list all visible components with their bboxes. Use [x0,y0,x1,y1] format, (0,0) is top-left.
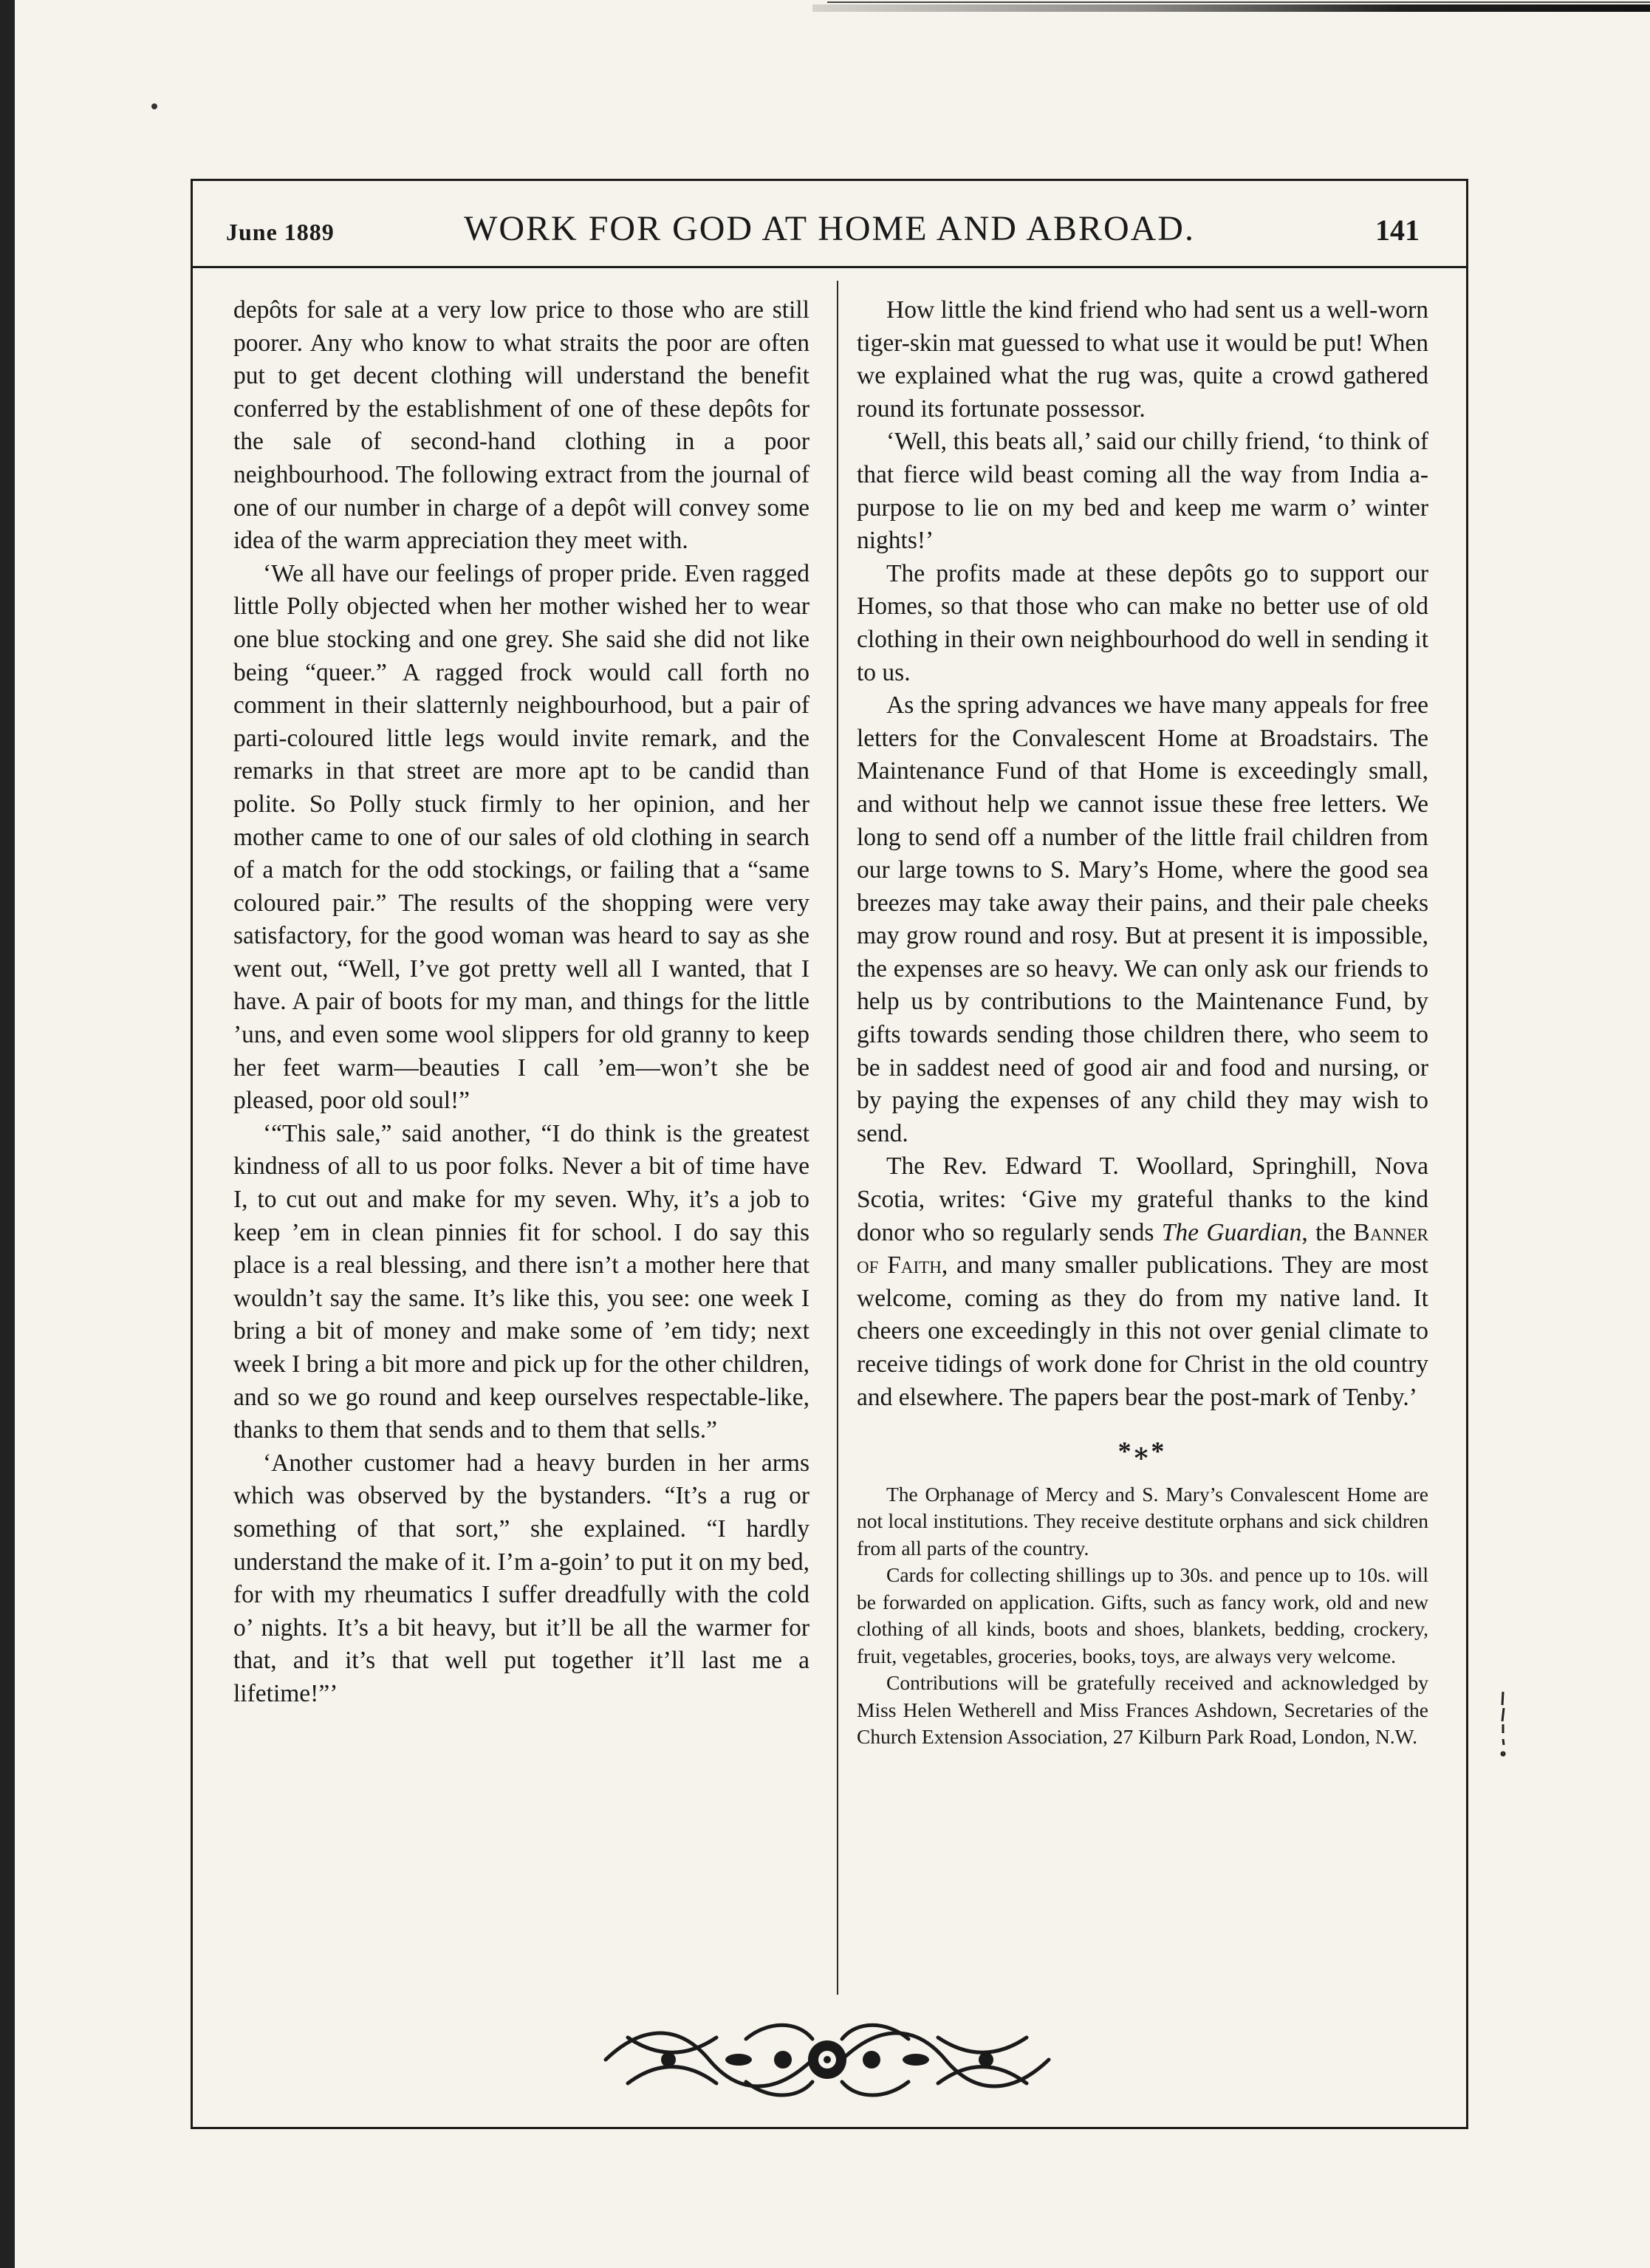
notice-box [857,1481,1428,1751]
paragraph: As the spring advances we have many appeals for free letters for the Convalescent Home at Broadstairs. The Maintenance Fund of that Home is exceedingly small, and without help we cannot issue these free letters. We long to send off a number of the little frail children from our large towns to S. Mary’s Home, where the good sea breezes may take away their pains, and their pale cheeks may grow round and rosy. But at present it is impossible, the expenses are so heavy. We can only ask our friends to help us by contributions to the Maintenance Fund, by gifts towards sending those children there, who seem to be in saddest need of good air and food and nursing, or by paying the expenses of any child they may wish to send. [857,691,1428,1147]
header-rule [191,266,1468,268]
text-run: The Rev. Edward T. Woollard, Springhill, Nova Scotia, writes: ‘Give my grateful thanks to the kind donor who so regularly sends [857,1152,1428,1246]
left-column [233,294,809,1711]
paragraph: ‘“This sale,” said another, “I do think is the greatest kindness of all to us poor folks. Never a bit of time have I, to cut out and make for my seven. Why, it’s a job to keep ’em in clean pinnies fit for school. I do say this place is a real blessing, and there isn’t a mother here that wouldn’t say the same. It’s like this, you see: one week I bring a bit of money and make some of ’em tidy; next week I bring a bit more and pick up for the other children, and so we go round and keep ourselves respectable-like, thanks to them that sends and to them that sells.” [233,1119,809,1444]
text-run: , and many smaller publications. They are most welcome, coming as they do from my native land. It cheers one exceedingly in this not over genial climate to receive tidings of work done for Christ in the old country and elsewhere. The papers bear the post-mark of Tenby.’ [857,1251,1428,1411]
column-divider [837,281,838,1995]
paragraph: ‘Well, this beats all,’ said our chilly friend, ‘to think of that fierce wild beast coming all the way from India a-purpose to lie on my bed and keep me warm o’ winter nights!’ [857,428,1428,555]
publication-title: The Guardian [1161,1218,1302,1246]
publication-title: Banner of Faith [857,1218,1428,1280]
paragraph: The profits made at these depôts go to support our Homes, so that those who can make no better use of old clothing in their own neighbourhood do well in sending it to us. [857,559,1428,686]
right-column [857,294,1428,1751]
paragraph: ‘Another customer had a heavy burden in her arms which was observed by the bystanders. “It’s a rug or something of that sort,” she explained. “I hardly understand the make of it. I’m a-goin’ to put it on my bed, for with my rheumatics I suffer dreadfully with the cold o’ nights. It’s a bit heavy, but it’ll be all the warmer for that, and it’s that well put together it’ll last me a lifetime!”’ [233,1449,809,1707]
scan-top-rule [827,1,1650,3]
paragraph [857,1150,1428,1414]
asterism: *⁎* [1117,1436,1168,1466]
text-run: , the [1301,1218,1354,1246]
issue-date: June 1889 [226,219,335,245]
page-number: 141 [1375,214,1420,247]
periodical-title: WORK FOR GOD AT HOME AND ABROAD. [464,209,1195,248]
paragraph: depôts for sale at a very low price to those who are still poorer. Any who know to what straits the poor are often put to get decent clothing will understand the benefit conferred by the establishment of one of these depôts for the sale of second-hand clothing in a poor neighbourhood. The following extract from the journal of one of our number in charge of a depôt will convey some idea of the warm appreciation they meet with. [233,296,809,555]
floral-tailpiece-icon [598,2017,1056,2102]
notice-paragraph: The Orphanage of Mercy and S. Mary’s Convalescent Home are not local institutions. They receive destitute orphans and sick children from all parts of the country. [857,1482,1428,1560]
scan-speck [151,103,157,109]
running-header [191,208,1468,253]
margin-mark [1498,1690,1508,1764]
scan-top-smudge [812,4,1650,12]
scan-edge-bar [0,0,15,2268]
paragraph: ‘We all have our feelings of proper pride. Even ragged little Polly objected when her mother wished her to wear one blue stocking and one grey. She said she did not like being “queer.” A ragged frock would call forth no comment in their slatternly neighbourhood, but a pair of parti-coloured little legs would invite remark, and the remarks in that street are more apt to be candid than polite. So Polly stuck firmly to her opinion, and her mother came to one of our sales of old clothing in search of a match for the odd stockings, or failing that a “same coloured pair.” The results of the shopping were very satisfactory, for the good woman was heard to say as she went out, “Well, I’ve got pretty well all I wanted, that I have. A pair of boots for my man, and things for the little ’uns, and even some wool slippers for old granny to keep her feet warm—beauties I call ’em—won’t she be pleased, poor old soul!” [233,559,809,1115]
notice-paragraph: Contributions will be gratefully received and acknowledged by Miss Helen Wetherell and Miss Frances Ashdown, Secretaries of the Church Extension Association, 27 Kilburn Park Road, London, N.W. [857,1671,1428,1749]
notice-paragraph: Cards for collecting shillings up to 30s. and pence up to 10s. will be forwarded on application. Gifts, such as fancy work, old and new clothing of all kinds, boots and shoes, blankets, bedding, crockery, fruit, vegetables, groceries, books, toys, are always very welcome. [857,1563,1428,1667]
paragraph: How little the kind friend who had sent us a well-worn tiger-skin mat guessed to what use it would be put! When we explained what the rug was, quite a crowd gathered round its fortunate possessor. [857,296,1428,423]
